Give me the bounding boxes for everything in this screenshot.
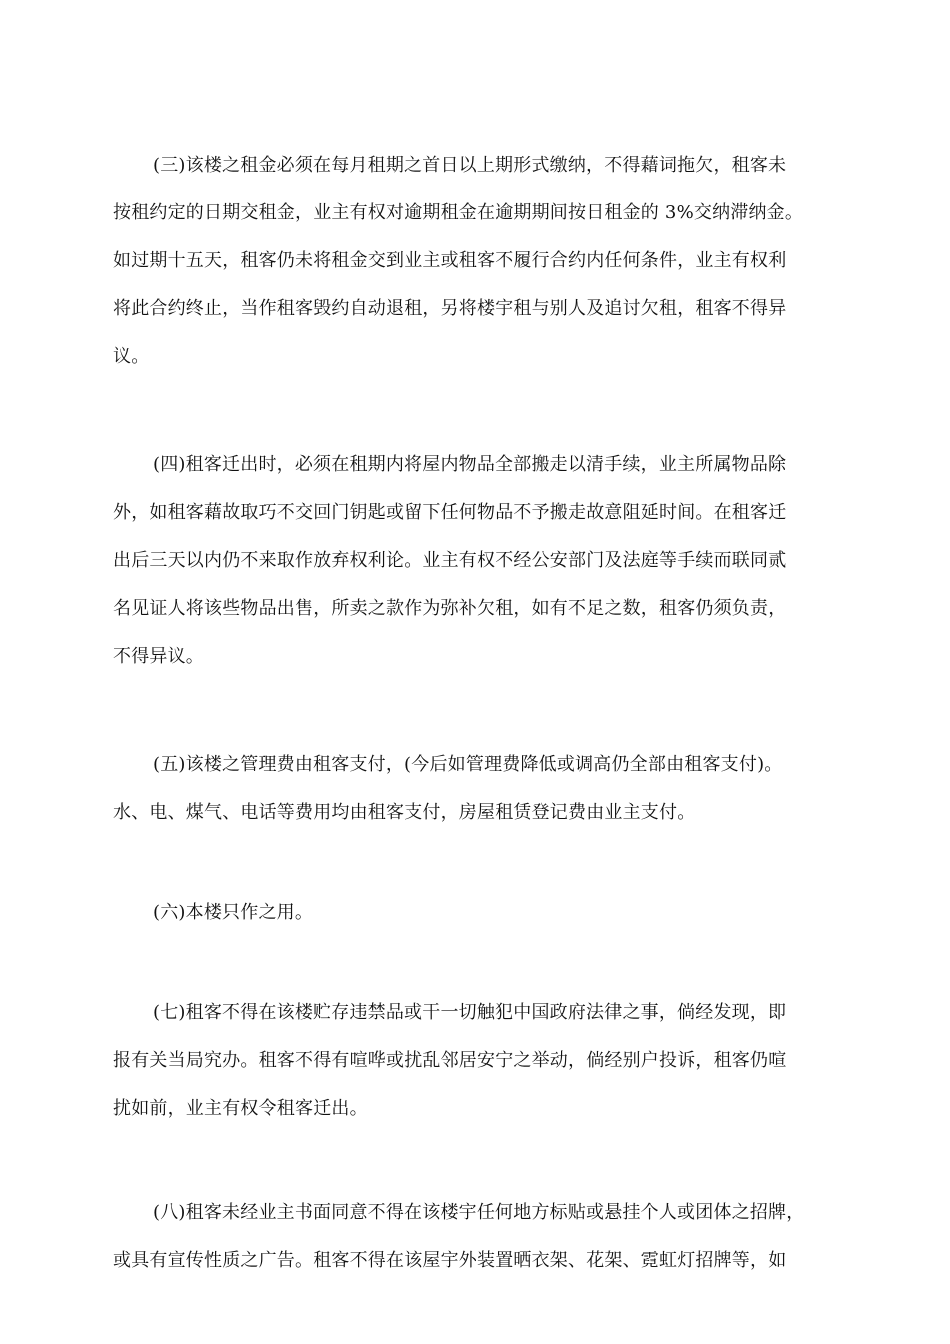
clause-7-line-2: 报有关当局究办。租客不得有喧哗或扰乱邻居安宁之举动，倘经别户投诉，租客仍喧 [113,1050,787,1071]
clause-3-line-3: 如过期十五天，租客仍未将租金交到业主或租客不履行合约内任何条件，业主有权利 [113,250,787,271]
clause-5-line-1: (五)该楼之管理费由租客支付，(今后如管理费降低或调高仍全部由租客支付)。 [153,754,783,775]
clause-7-line-1: (七)租客不得在该楼贮存违禁品或干一切触犯中国政府法律之事，倘经发现，即 [153,1002,787,1023]
clause-6-line-1: (六)本楼只作之用。 [153,902,314,923]
clause-8-line-2: 或具有宣传性质之广告。租客不得在该屋宇外装置晒衣架、花架、霓虹灯招牌等，如 [113,1250,787,1271]
clause-3-line-5: 议。 [113,346,150,367]
clause-4-line-4: 名见证人将该些物品出售，所卖之款作为弥补欠租，如有不足之数，租客仍须负责， [113,598,787,619]
clause-7-line-3: 扰如前，业主有权令租客迁出。 [113,1098,368,1119]
clause-3-line-2: 按租约定的日期交租金，业主有权对逾期租金在逾期期间按日租金的 3%交纳滞纳金。 [113,202,804,223]
clause-4-line-5: 不得异议。 [113,646,204,667]
clause-5-line-2: 水、电、煤气、电话等费用均由租客支付，房屋租赁登记费由业主支付。 [113,802,696,823]
clause-4-line-2: 外，如租客藉故取巧不交回门钥匙或留下任何物品不予搬走故意阻延时间。在租客迁 [113,502,787,523]
clause-3-line-1: (三)该楼之租金必须在每月租期之首日以上期形式缴纳，不得藉词拖欠，租客未 [153,155,787,176]
clause-8-line-1: (八)租客未经业主书面同意不得在该楼宇任何地方标贴或悬挂个人或团体之招牌， [153,1202,805,1223]
clause-3-line-4: 将此合约终止，当作租客毁约自动退租，另将楼宇租与别人及追讨欠租，租客不得异 [113,298,787,319]
clause-4-line-1: (四)租客迁出时，必须在租期内将屋内物品全部搬走以清手续，业主所属物品除 [153,454,787,475]
clause-4-line-3: 出后三天以内仍不来取作放弃权利论。业主有权不经公安部门及法庭等手续而联同贰 [113,550,787,571]
